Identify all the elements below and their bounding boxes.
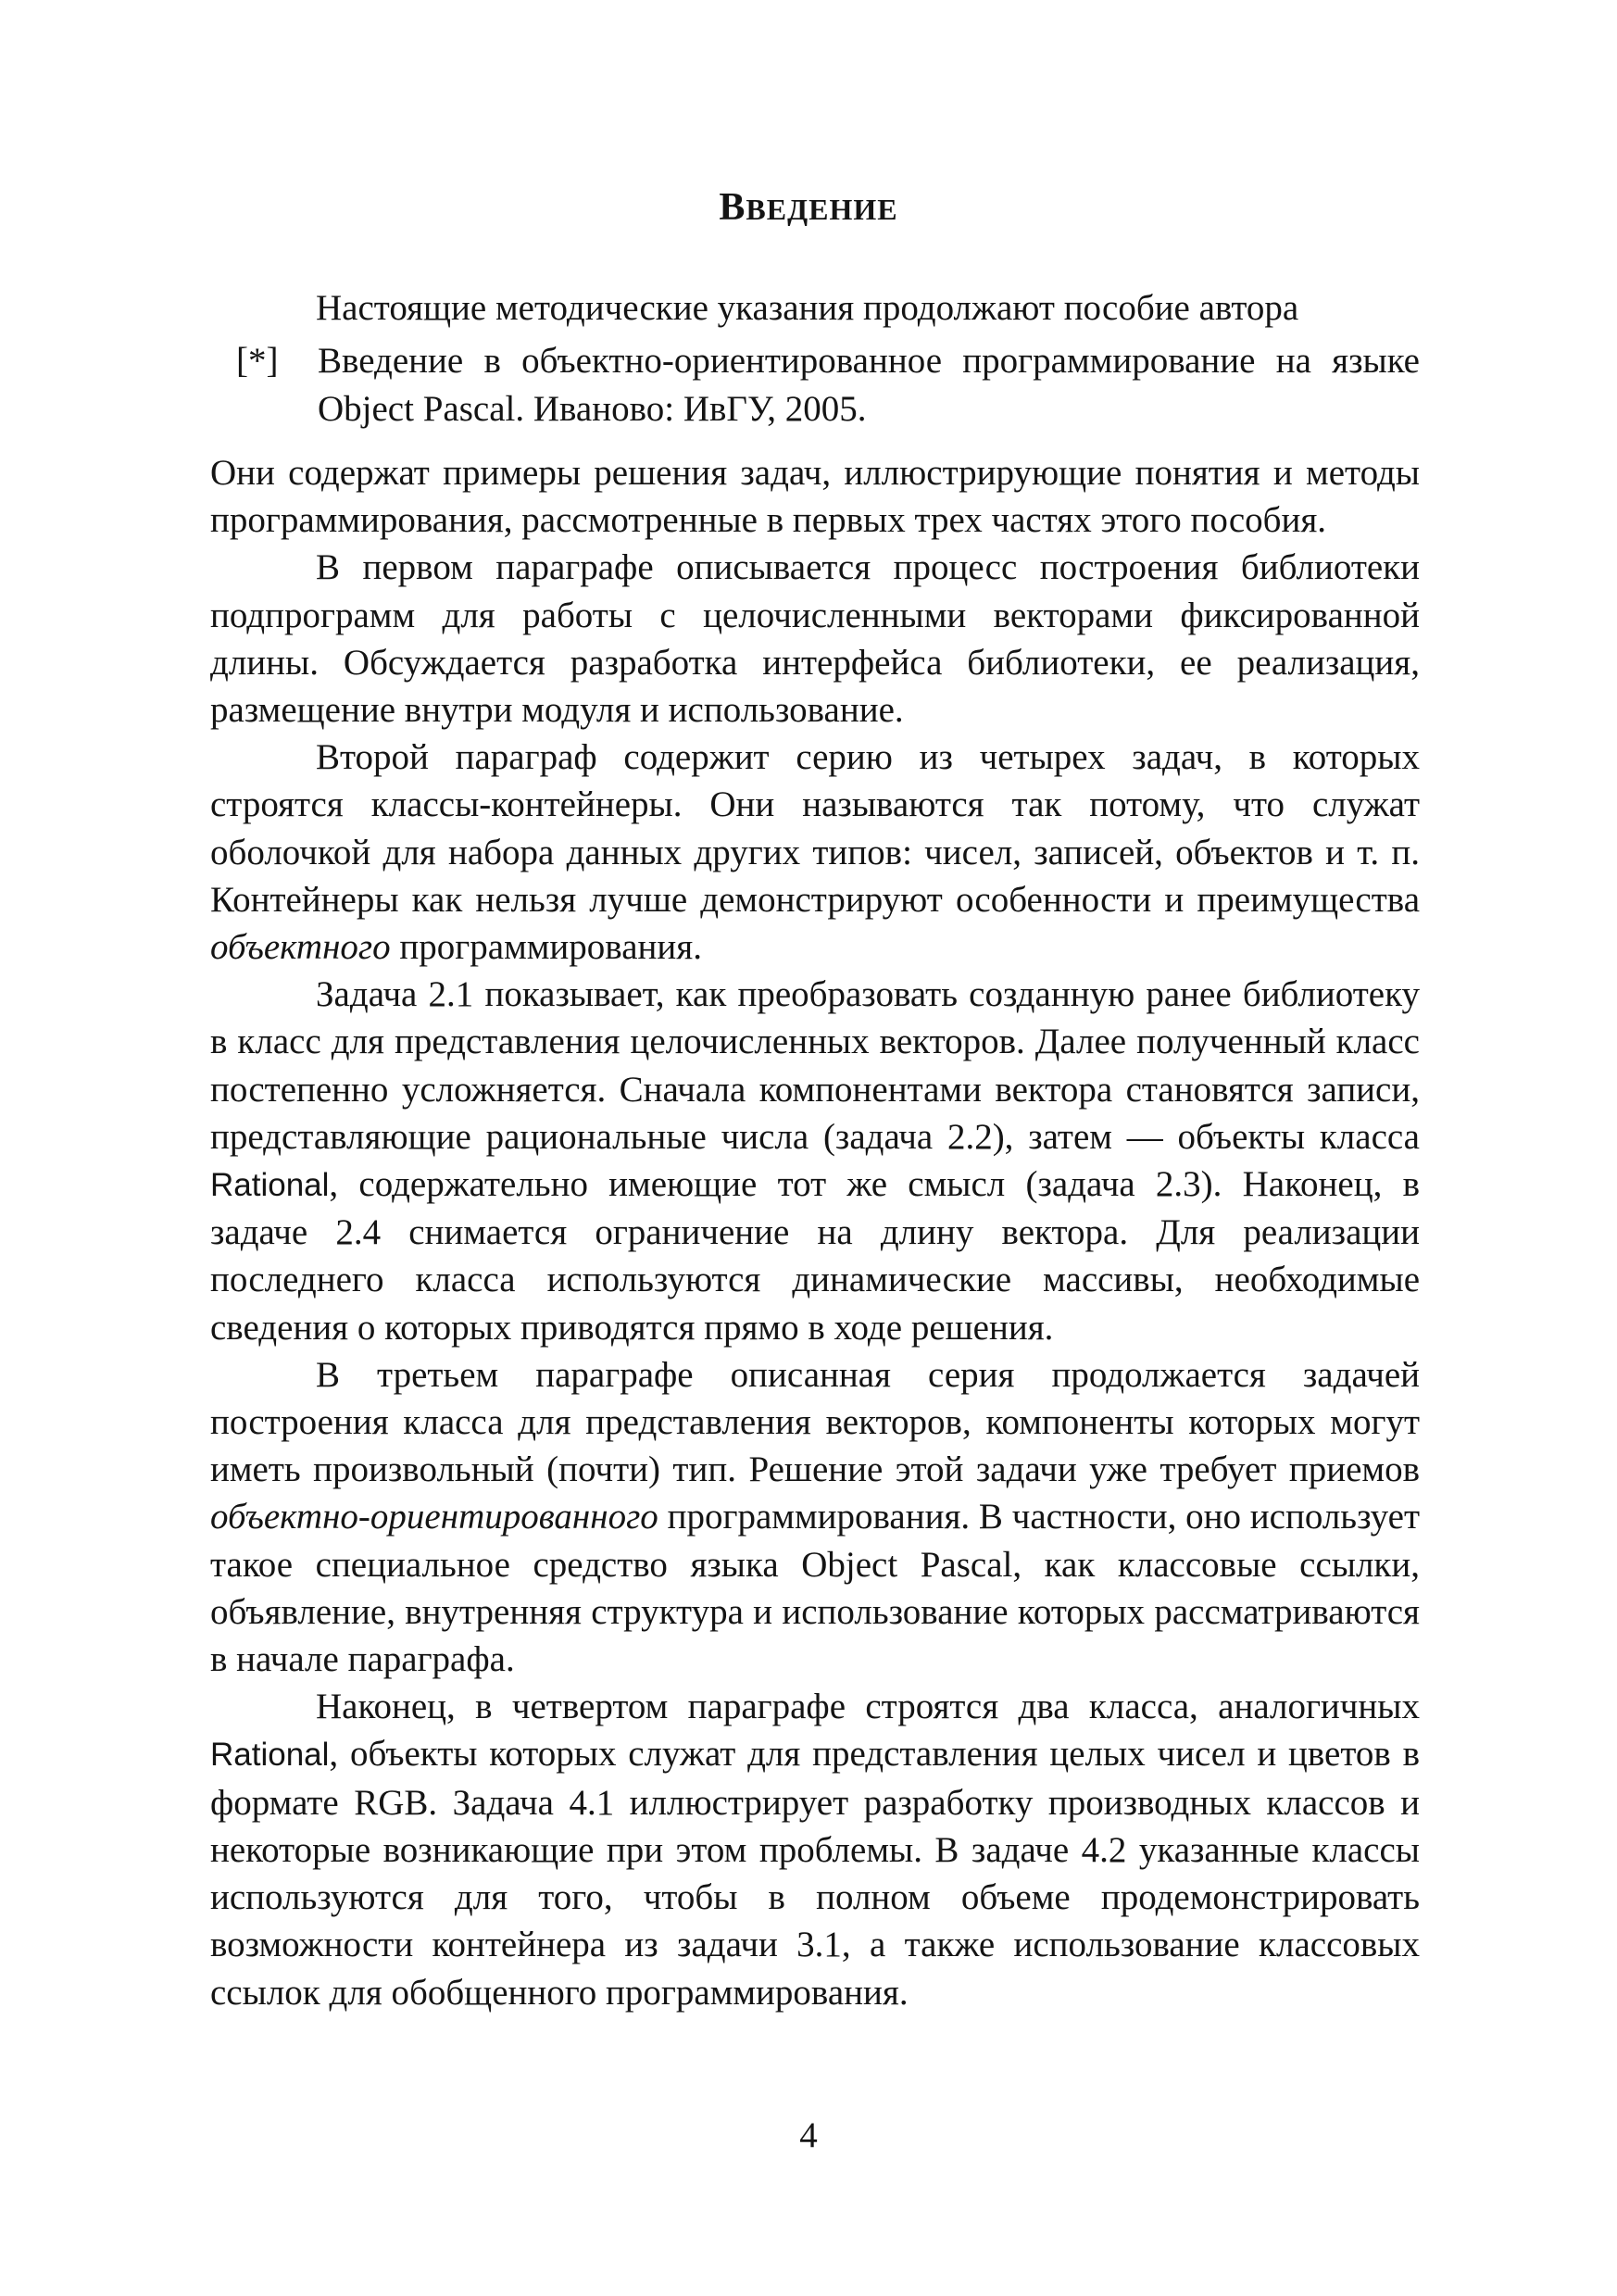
page-title bbox=[0, 185, 1617, 230]
paragraph-3-emphasis: объектного bbox=[210, 927, 391, 968]
reference-mark: [*] bbox=[236, 341, 279, 381]
paragraph-6 bbox=[210, 1683, 1420, 2015]
page-number: 4 bbox=[799, 2115, 818, 2155]
paragraph-5-text-a: В третьем параграфе описанная серия продолжается задачей построения класса для представления векторов, компоненты которых могут иметь произвольный (почти) тип. Решение этой задачи уже требует приемов bbox=[210, 1354, 1420, 1490]
paragraph-5 bbox=[210, 1351, 1420, 1683]
paragraph-4-class-name: Rational bbox=[210, 1167, 330, 1204]
paragraph-4 bbox=[210, 971, 1420, 1351]
title-rest: ВЕДЕНИЕ bbox=[746, 193, 898, 226]
reference-text: Введение в объектно-ориентированное программирование на языке Object Pascal. Иваново: ИвГУ, 2005. bbox=[318, 341, 1420, 429]
title-initial: В bbox=[719, 186, 746, 229]
body-text bbox=[210, 449, 1420, 2016]
paragraph-5-emphasis: объектно-ориентированного bbox=[210, 1497, 658, 1537]
paragraph-6-class-name: Rational bbox=[210, 1737, 330, 1774]
paragraph-3 bbox=[210, 734, 1420, 971]
paragraph-5-text-b: программирования. В частности, оно использует такое специальное средство языка Object Pascal, как классовые ссылки, объявление, внутренняя структура и использование которых рассматриваются в начале параграфа. bbox=[210, 1497, 1420, 1680]
paragraph-6-text-b: , объекты которых служат для представления целых чисел и цветов в формате RGB. Задача 4.1 иллюстрирует разработку производных классов и некоторые возникающие при этом проблемы. В задаче 4.2 указанные классы используются для того, чтобы в полном объеме продемонстрировать возможности контейнера из задачи 3.1, а также использование классовых ссылок для обобщенного программирования. bbox=[210, 1734, 1420, 2013]
paragraph-4-text-b: , содержательно имеющие тот же смысл (задача 2.3). Наконец, в задаче 2.4 снимается ограничение на длину вектора. Для реализации последнего класса используются динамические массивы, необходимые сведения о которых приводятся прямо в ходе решения. bbox=[210, 1164, 1420, 1348]
paragraph-3-text-b: программирования. bbox=[390, 927, 702, 968]
paragraph-3-text-a: Второй параграф содержит серию из четырех задач, в которых строятся классы-контейнеры. Они называются так потому, что служат оболочкой для набора данных других типов: чисел, записей, объектов и т. п. Контейнеры как нельзя лучше демонстрируют особенности и преимущества bbox=[210, 737, 1420, 920]
paragraph-2: В первом параграфе описывается процесс построения библиотеки подпрограмм для работы с целочисленными векторами фиксированной длины. Обсуждается разработка интерфейса библиотеки, ее реализация, размещение внутри модуля и использование. bbox=[210, 547, 1420, 731]
paragraph-1: Они содержат примеры решения задач, иллюстрирующие понятия и методы программирования, рассмотренные в первых трех частях этого пособия. bbox=[210, 453, 1420, 541]
intro-line: Настоящие методические указания продолжают пособие автора bbox=[316, 288, 1299, 328]
paragraph-6-text-a: Наконец, в четвертом параграфе строятся два класса, аналогичных bbox=[316, 1687, 1420, 1727]
paragraph-4-text-a: Задача 2.1 показывает, как преобразовать созданную ранее библиотеку в класс для представления целочисленных векторов. Далее полученный класс постепенно усложняется. Сначала компонентами вектора становятся записи, представляющие рациональные числа (задача 2.2), затем — объекты класса bbox=[210, 974, 1420, 1157]
